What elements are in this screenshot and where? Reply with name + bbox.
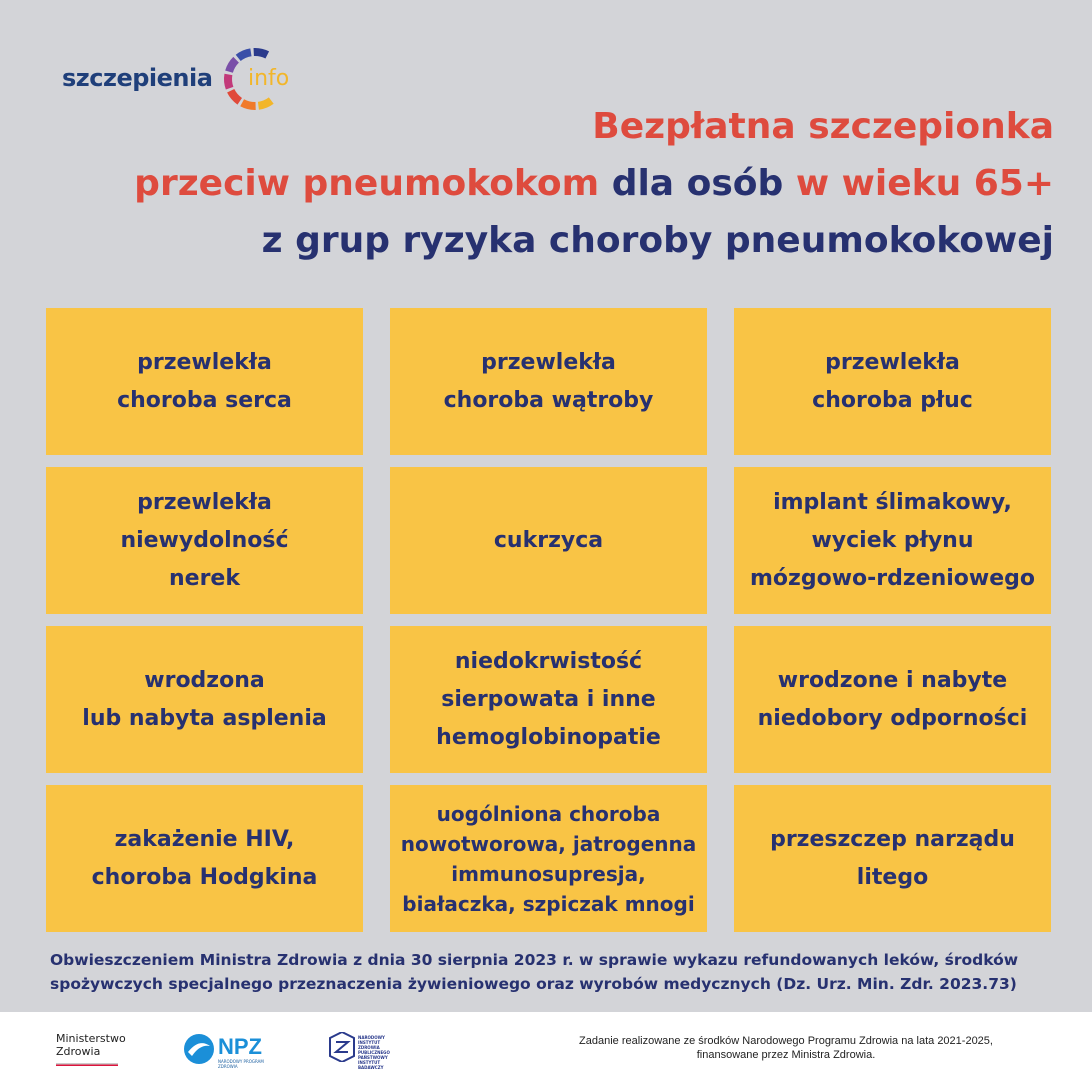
footer-bar [0,1012,1092,1080]
npz-logo [182,1032,282,1068]
risk-card-cancer: uogólniona choroba nowotworowa, jatrogenna immunosupresja, białaczka, szpiczak mnogi [390,785,707,932]
nizp-icon [328,1032,356,1062]
logo-wordmark: szczepienia [62,64,213,92]
nizp-logo [328,1032,398,1068]
ministry-flag-line [56,1063,118,1066]
risk-card-diabetes: cukrzyca [390,467,707,614]
headline-for-persons: dla osób [599,163,796,204]
npz-text: NPZ [218,1034,262,1059]
headline-line-2 [54,155,1054,212]
logo-info-text: info [248,66,290,91]
risk-card-hiv: zakażenie HIV, choroba Hodgkina [46,785,363,932]
logo-ring-segment [254,52,268,55]
risk-card-transplant: przeszczep narządu litego [734,785,1051,932]
npz-icon [182,1032,216,1066]
npz-subtitle: NARODOWY PROGRAM ZDROWIA [218,1059,264,1069]
risk-card-sickle-cell: niedokrwistość sierpowata i inne hemoglobinopatie [390,626,707,773]
risk-card-cochlear: implant ślimakowy, wyciek płynu mózgowo-rdzeniowego [734,467,1051,614]
risk-groups-grid [46,308,1051,932]
headline [54,98,1054,269]
headline-line-3: z grup ryzyka choroby pneumokokowej [261,220,1054,261]
logo-ring-segment [228,74,230,88]
logo-ring-segment [229,60,236,72]
risk-card-lung: przewlekła choroba płuc [734,308,1051,455]
legal-footnote: Obwieszczeniem Ministra Zdrowia z dnia 30 sierpnia 2023 r. w sprawie wykazu refundowanych leków, środków spożywczych specjalnego przeznaczenia żywieniowego oraz wyrobów medycznych (Dz. Urz. Min. Zdr. 2023.73) [50,951,1019,993]
risk-card-asplenia: wrodzona lub nabyta asplenia [46,626,363,773]
nizp-text: NARODOWY INSTYTUT ZDROWIA PUBLICZNEGO PAŃSTWOWY INSTYTUT BADAWCZY [358,1035,390,1070]
ministry-logo: Ministerstwo Zdrowia [56,1032,126,1058]
headline-pneumococcus: przeciw pneumokokom [134,163,600,204]
logo-ring-segment [238,52,251,58]
headline-age: w wieku 65+ [795,163,1054,204]
risk-card-kidney: przewlekła niewydolność nerek [46,467,363,614]
headline-line-1: Bezpłatna szczepionka [592,106,1054,147]
risk-card-liver: przewlekła choroba wątroby [390,308,707,455]
funding-note: Zadanie realizowane ze środków Narodowego Programu Zdrowia na lata 2021-2025, finansowane przez Ministra Zdrowia. [579,1035,993,1061]
risk-card-immunodeficiency: wrodzone i nabyte niedobory odporności [734,626,1051,773]
risk-card-heart: przewlekła choroba serca [46,308,363,455]
